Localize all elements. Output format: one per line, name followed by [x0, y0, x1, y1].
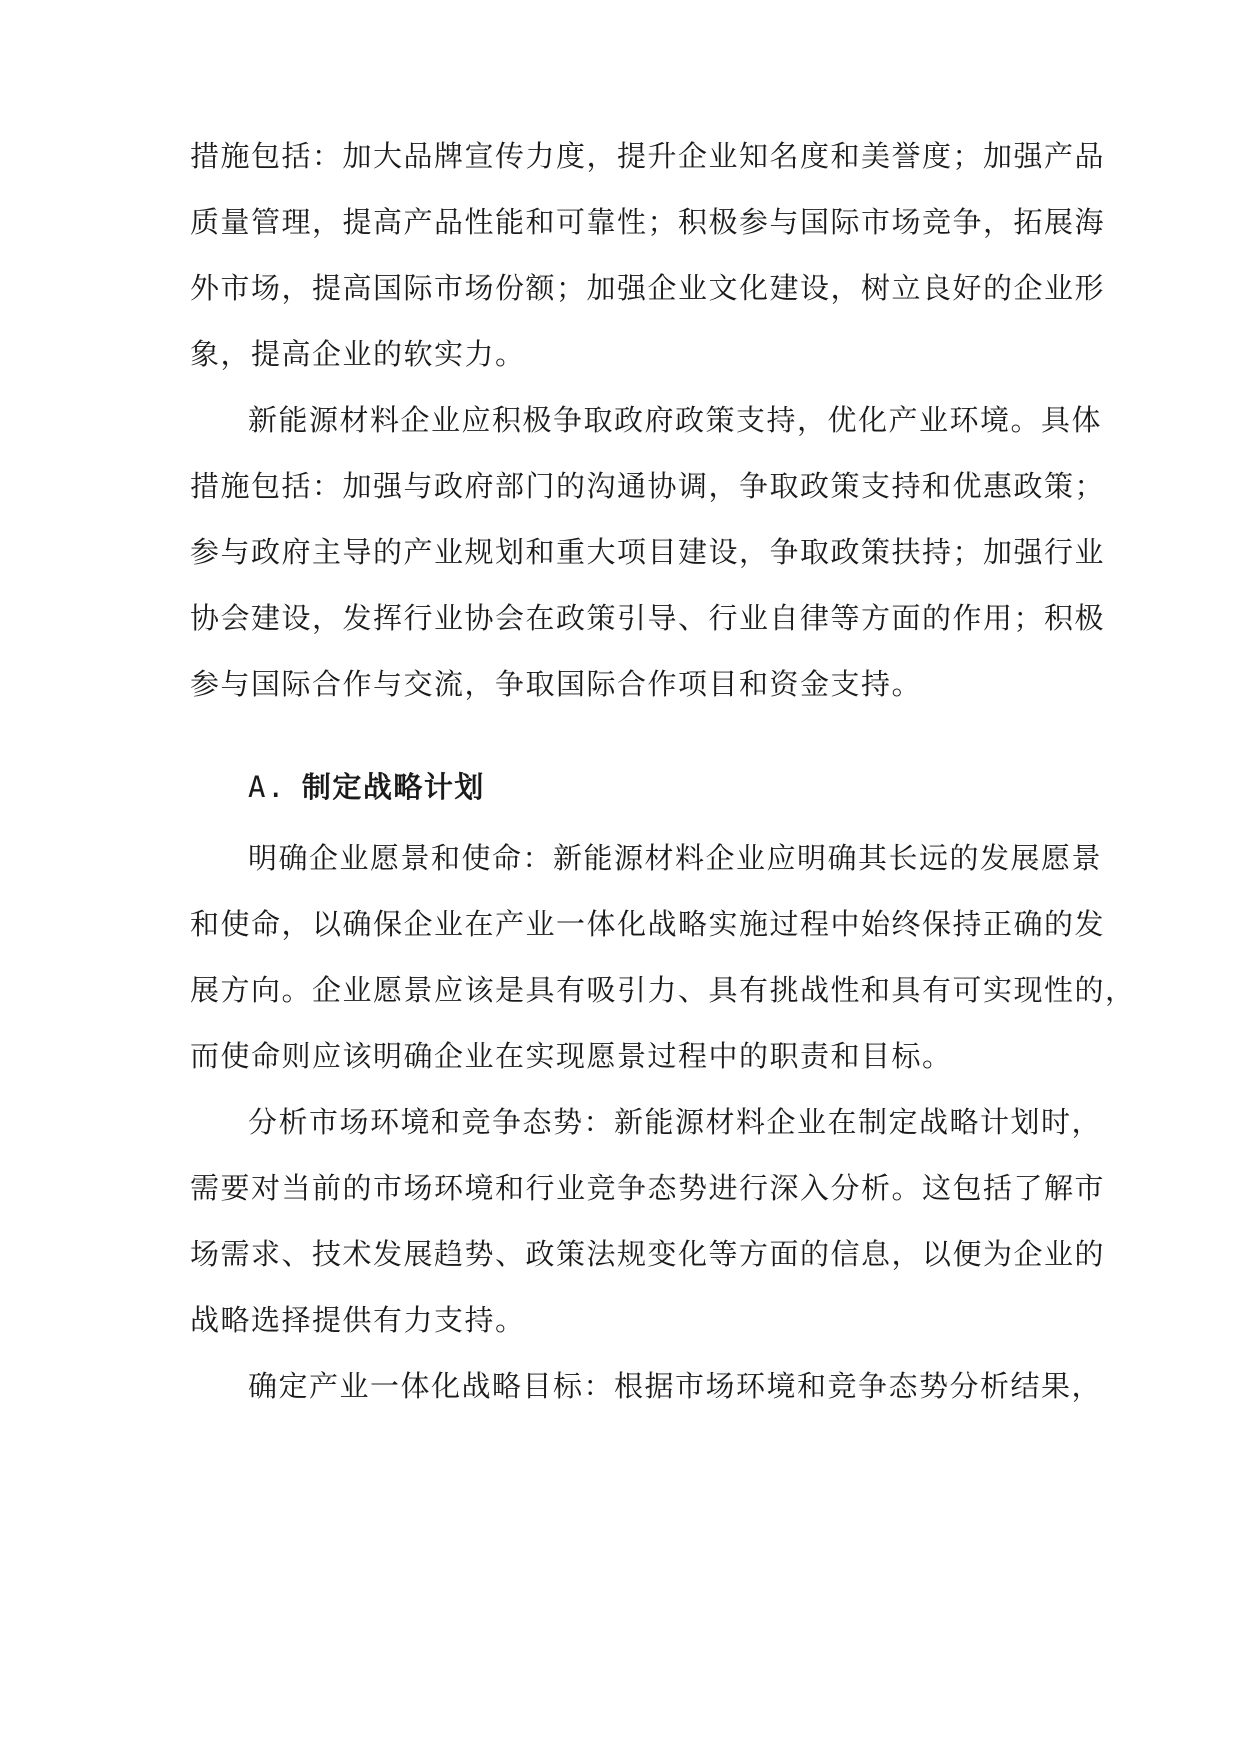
paragraph-line: 象，提高企业的软实力。: [190, 337, 526, 371]
paragraph-line: 措施包括：加大品牌宣传力度，提升企业知名度和美誉度；加强产品: [190, 139, 1106, 173]
paragraph-line: 外市场，提高国际市场份额；加强企业文化建设，树立良好的企业形: [190, 271, 1106, 305]
paragraph-line: 明确企业愿景和使命：新能源材料企业应明确其长远的发展愿景: [248, 841, 1103, 875]
paragraph-line: 场需求、技术发展趋势、政策法规变化等方面的信息，以便为企业的: [190, 1237, 1106, 1271]
paragraph-line: 协会建设，发挥行业协会在政策引导、行业自律等方面的作用；积极: [190, 601, 1106, 635]
section-heading-label: A.: [248, 770, 286, 804]
paragraph-line: 新能源材料企业应积极争取政府政策支持，优化产业环境。具体: [248, 403, 1103, 437]
paragraph-line: 措施包括：加强与政府部门的沟通协调，争取政策支持和优惠政策；: [190, 469, 1106, 503]
paragraph-line: 质量管理，提高产品性能和可靠性；积极参与国际市场竞争，拓展海: [190, 205, 1106, 239]
paragraph-line: 展方向。企业愿景应该是具有吸引力、具有挑战性和具有可实现性的，: [190, 973, 1136, 1007]
paragraph-line: 战略选择提供有力支持。: [190, 1303, 526, 1337]
paragraph-line: 分析市场环境和竞争态势：新能源材料企业在制定战略计划时，: [248, 1105, 1103, 1139]
paragraph-line: 需要对当前的市场环境和行业竞争态势进行深入分析。这包括了解市: [190, 1171, 1106, 1205]
section-heading: [248, 767, 485, 807]
paragraph-line: 参与国际合作与交流，争取国际合作项目和资金支持。: [190, 667, 923, 701]
paragraph-line: 和使命，以确保企业在产业一体化战略实施过程中始终保持正确的发: [190, 907, 1106, 941]
paragraph-line: 确定产业一体化战略目标：根据市场环境和竞争态势分析结果，: [248, 1369, 1103, 1403]
paragraph-line: 参与政府主导的产业规划和重大项目建设，争取政策扶持；加强行业: [190, 535, 1106, 569]
section-heading-title: 制定战略计划: [301, 770, 485, 804]
paragraph-line: 而使命则应该明确企业在实现愿景过程中的职责和目标。: [190, 1039, 953, 1073]
